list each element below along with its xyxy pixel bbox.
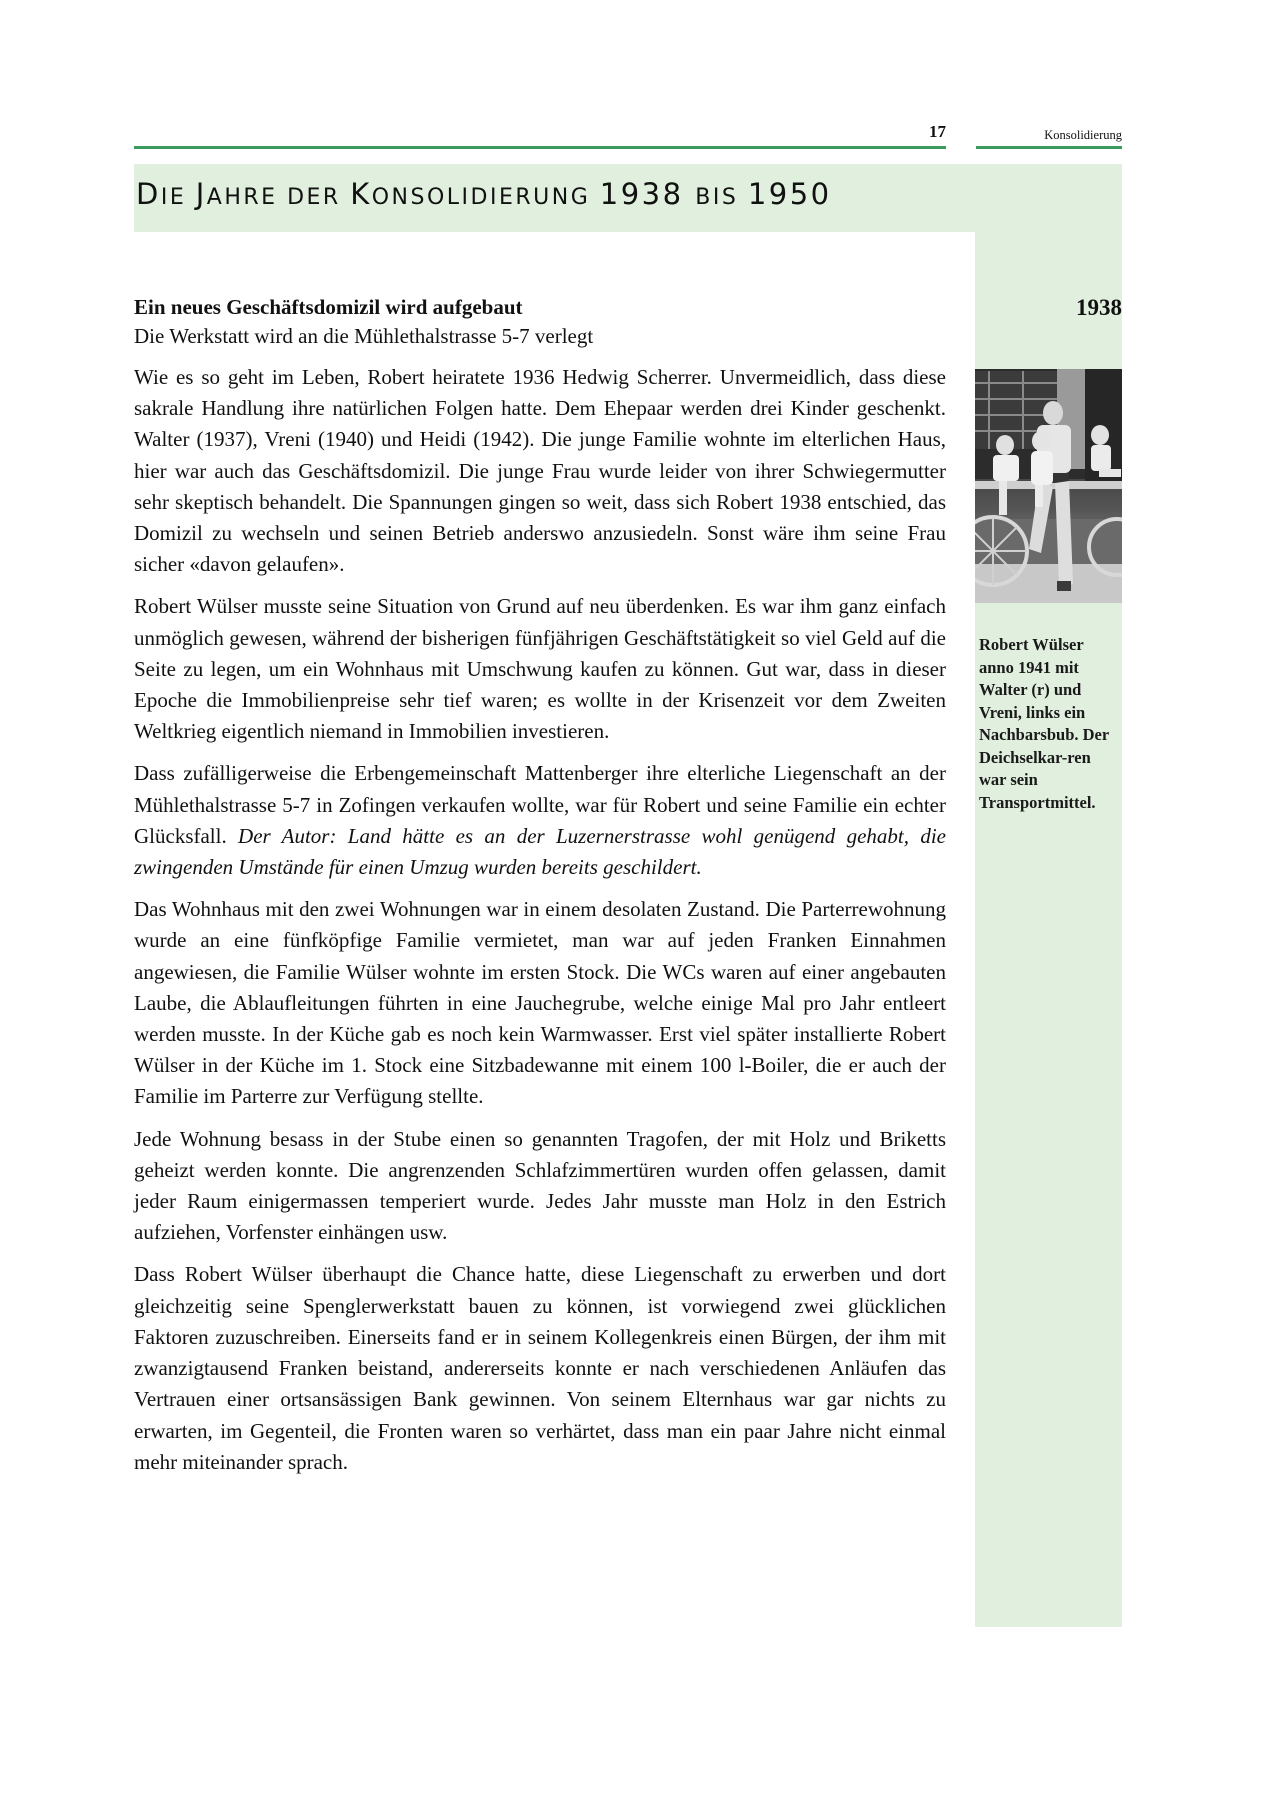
chapter-title-part: ONSOLIDIERUNG — [371, 185, 600, 210]
running-head: Konsolidierung — [1044, 128, 1122, 142]
family-photo — [975, 369, 1122, 603]
chapter-title-part: AHRE DER — [206, 185, 351, 210]
paragraph — [134, 1259, 946, 1477]
paragraph — [134, 362, 946, 580]
paragraph-text: Dass Robert Wülser überhaupt die Chance hatte, diese Liegenschaft zu erwerben und dort gleichzeitig seine Spenglerwerkstatt bauen zu können, ist vorwiegend zwei glücklichen Faktoren zuzuschreiben. Einerseits fand er in seinem Kollegenkreis einen Bürgen, der ihm mit zwanzigtausend Franken beistand, andererseits konnte er nach verschiedenen Anläufen das Vertrauen einer ortsansässigen Bank gewinnen. Von seinem Elternhaus war gar nichts zu erwarten, im Gegenteil, die Fronten waren so verhärtet, dass man ein paar Jahre nicht einmal mehr miteinander sprach. — [134, 1262, 946, 1474]
chapter-title-part: BIS — [695, 185, 748, 210]
photo-illustration — [975, 369, 1122, 603]
section-subheading: Die Werkstatt wird an die Mühlethalstrasse 5-7 verlegt — [134, 324, 594, 348]
main-content — [134, 293, 946, 1489]
paragraph — [134, 1124, 946, 1249]
chapter-title-part: D — [136, 177, 161, 211]
chapter-title — [136, 176, 832, 216]
chapter-title-part: K — [350, 177, 372, 211]
chapter-title-part: 1938 — [599, 177, 696, 211]
photo-caption: Robert Wülser anno 1941 mit Walter (r) und Vreni, links ein Nachbarsbub. Der Deichselkar-ren war sein Transportmittel. — [979, 635, 1109, 812]
paragraph-text: Dass zufälligerweise die Erbengemeinschaft Mattenberger ihre elterliche Liegenschaft an der Mühlethalstrasse 5-7 in Zofingen verkaufen wollte, war für Robert und seine Familie ein echter Glücksfall. — [134, 761, 946, 848]
section-heading: Ein neues Geschäftsdomizil wird aufgebaut — [134, 295, 523, 319]
paragraph-text: Das Wohnhaus mit den zwei Wohnungen war in einem desolaten Zustand. Die Parterrewohnung wurde an eine fünfköpfige Familie vermietet, man war auf jeden Franken Einnahmen angewiesen, die Familie Wülser wohnte im ersten Stock. Die WCs waren auf einer angebauten Laube, die Ablaufleitungen führten in eine Jauchegrube, welche einige Mal pro Jahr entleert werden musste. In der Küche gab es noch kein Warmwasser. Erst viel später installierte Robert Wülser in der Küche im 1. Stock eine Sitzbadewanne mit einem 100 l-Boiler, die er auch der Familie im Parterre zur Verfügung stellte. — [134, 897, 946, 1109]
chapter-title-part: 1950 — [747, 177, 832, 211]
year-marker: 1938 — [1076, 295, 1122, 320]
paragraph — [134, 758, 946, 883]
header-rule-left — [134, 146, 946, 149]
paragraph — [134, 894, 946, 1112]
paragraph-text: Jede Wohnung besass in der Stube einen so genannten Tragofen, der mit Holz und Briketts geheizt werden konnte. Die angrenzenden Schlafzimmertüren wurden offen gelassen, damit jeder Raum einigermassen temperiert wurde. Jedes Jahr musste man Holz in den Estrich aufziehen, Vorfenster einhängen usw. — [134, 1126, 946, 1245]
paragraph-text: Robert Wülser musste seine Situation von Grund auf neu überdenken. Es war ihm ganz einfach unmöglich gewesen, während der bisherigen fünfjährigen Geschäftstätigkeit so viel Geld auf die Seite zu legen, um ein Wohnhaus mit Umschwung kaufen zu können. Gut war, dass in dieser Epoche die Immobilienpreise sehr tief waren; es wollte in der Krisenzeit vor dem Zweiten Weltkrieg eigentlich niemand in Immobilien investieren. — [134, 594, 946, 744]
chapter-title-part: J — [195, 177, 207, 211]
paragraph — [134, 591, 946, 747]
paragraph-text: Wie es so geht im Leben, Robert heiratete 1936 Hedwig Scherrer. Unvermeidlich, dass diese sakrale Handlung ihre natürlichen Folgen hatte. Dem Ehepaar werden drei Kinder geschenkt. Walter (1937), Vreni (1940) und Heidi (1942). Die junge Familie wohnte im elterlichen Haus, hier war auch das Geschäftsdomizil. Die junge Frau wurde leider von ihrer Schwiegermutter sehr skeptisch behandelt. Die Spannungen gingen so weit, dass sich Robert 1938 entschied, das Domizil zu wechseln und seinen Betrieb anderswo anzusiedeln. Sonst wäre ihm seine Frau sicher «davon gelaufen». — [134, 365, 946, 577]
page-number: 17 — [929, 122, 946, 141]
chapter-title-part: IE — [160, 185, 196, 210]
author-note: Der Autor: Land hätte es an der Luzernerstrasse wohl genügend gehabt, die zwingenden Umstände für einen Umzug wurden bereits geschildert. — [134, 823, 946, 880]
header-rule-right — [976, 146, 1122, 149]
